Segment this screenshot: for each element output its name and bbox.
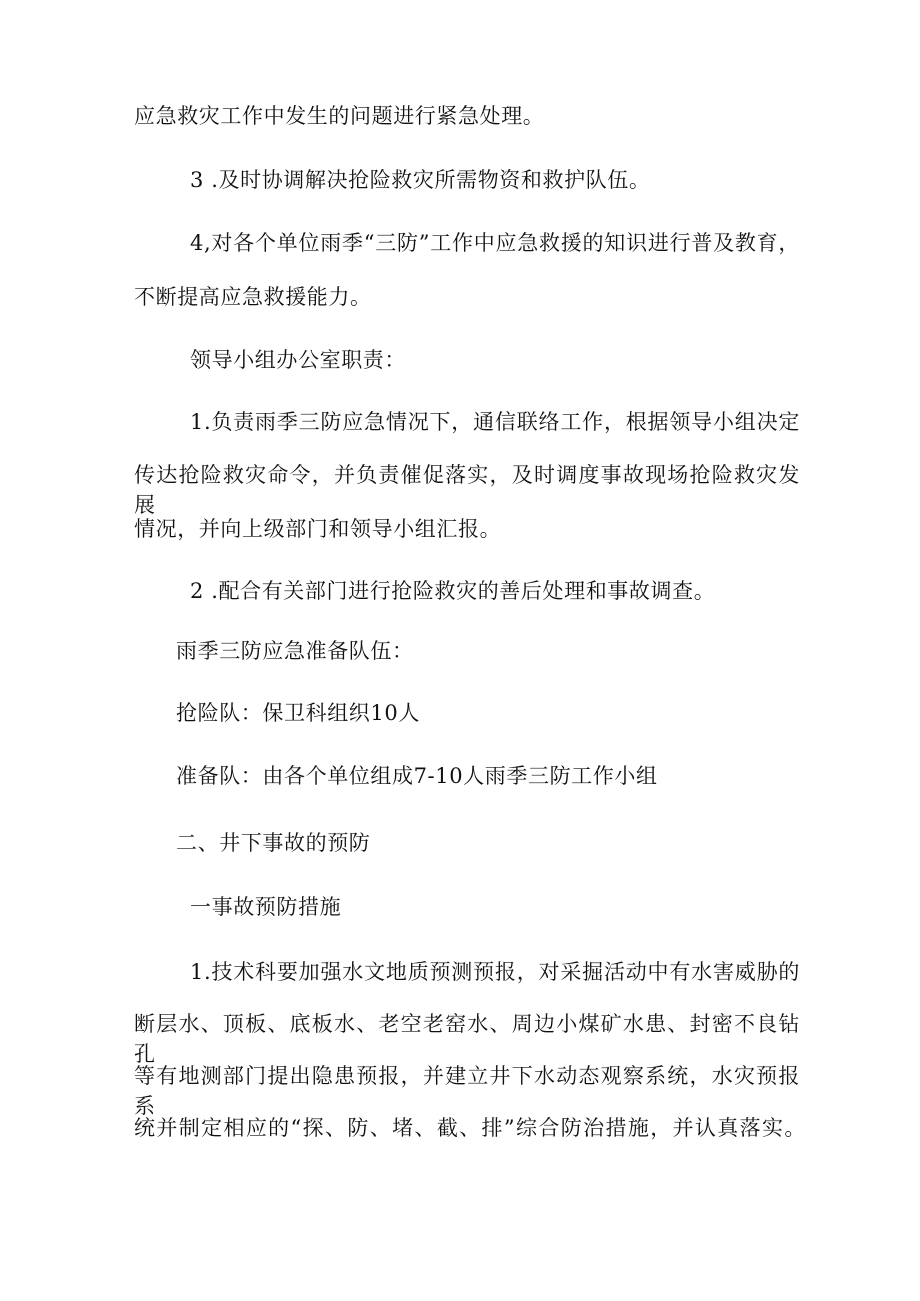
text-line-3: 4,对各个单位雨季“三防”工作中应急救援的知识进行普及教育，: [190, 231, 800, 255]
text-line-17: 等有地测部门提出隐患预报，并建立井下水动态观察系统，水灾预报系: [134, 1064, 800, 1118]
text-line-16: 断层水、顶板、底板水、老空老窑水、周边小煤矿水患、封密不良钻孔: [134, 1012, 800, 1066]
text-line-1: 应急救灾工作中发生的问题进行紧急处理。: [134, 104, 545, 128]
text-line-6: 1.负责雨季三防应急情况下，通信联络工作，根据领导小组决定: [190, 410, 800, 434]
text-line-9: 2 .配合有关部门进行抢险救灾的善后处理和事故调查。: [190, 579, 716, 603]
text-line-11: 抢险队：保卫科组织10人: [176, 701, 420, 725]
section-heading: 二、井下事故的预防: [176, 831, 371, 855]
text-line-5: 领导小组办公室职责：: [190, 348, 406, 372]
text-line-15: 1.技术科要加强水文地质预测预报，对采掘活动中有水害威胁的: [190, 960, 800, 984]
text-line-7: 传达抢险救灾命令，并负责催促落实，及时调度事故现场抢险救灾发展: [134, 463, 800, 517]
subsection-heading: 一事故预防措施: [190, 895, 342, 919]
text-line-8: 情况，并向上级部门和领导小组汇报。: [134, 517, 502, 541]
text-line-18: 统并制定相应的“探、防、堵、截、排”综合防治措施，并认真落实。: [134, 1116, 806, 1140]
text-line-10: 雨季三防应急准备队伍：: [176, 639, 414, 663]
text-line-4: 不断提高应急救援能力。: [134, 285, 372, 309]
text-line-2: 3 .及时协调解决抢险救灾所需物资和救护队伍。: [190, 168, 651, 192]
text-line-12: 准备队：由各个单位组成7-10人雨季三防工作小组: [176, 764, 658, 788]
